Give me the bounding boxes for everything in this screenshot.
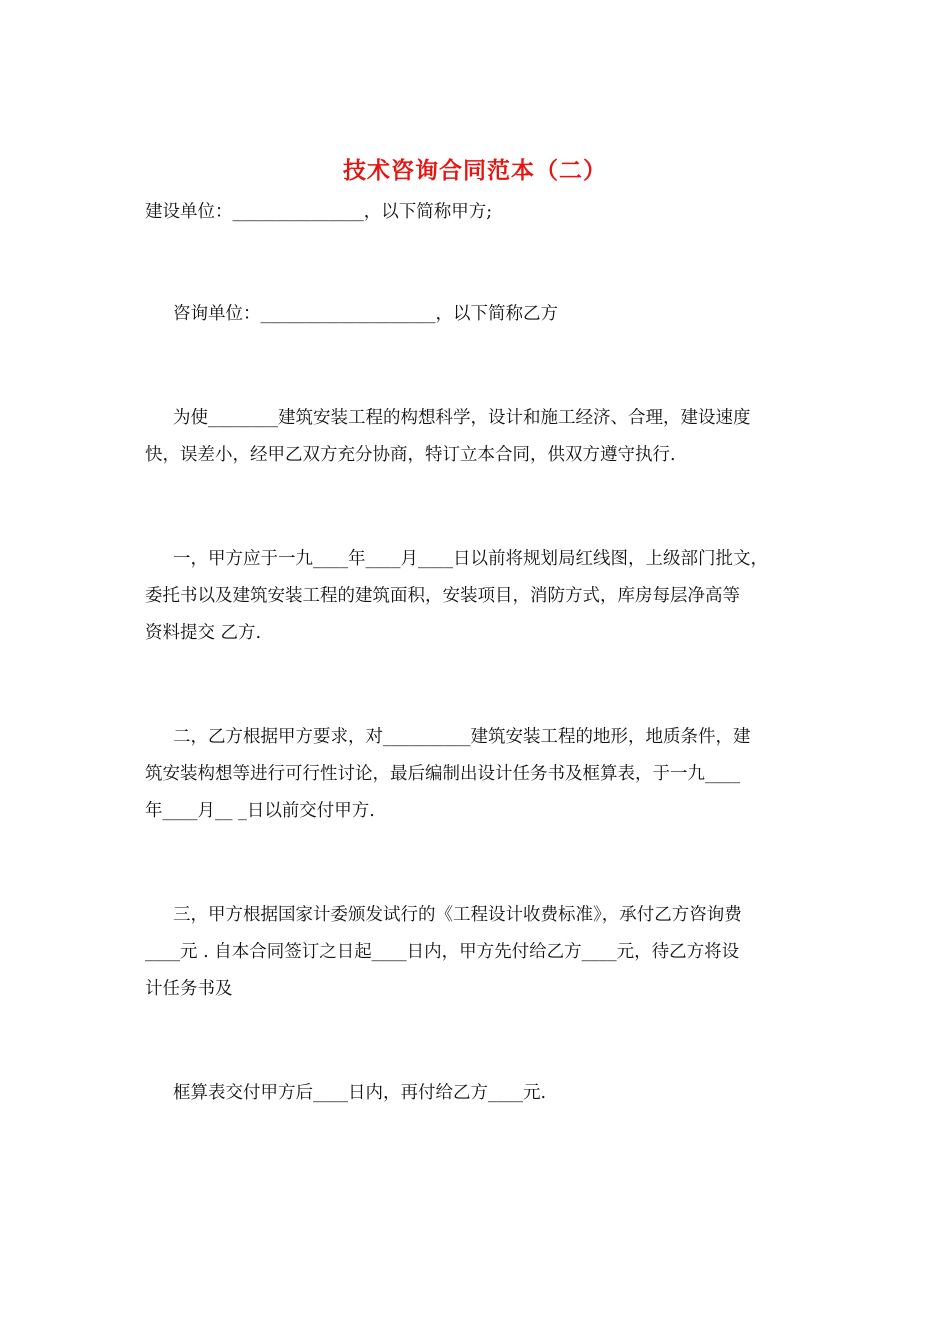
- clause-3-line-1: 三，甲方根据国家计委颁发试行的《工程设计收费标准》，承付乙方咨询费: [173, 905, 742, 925]
- clause-2-line-1: 二，乙方根据甲方要求，对__________建筑安装工程的地形，地质条件，建: [173, 727, 751, 747]
- intro-line-2: 快，误差小，经甲乙双方充分协商，特订立本合同，供双方遵守执行.: [145, 445, 676, 465]
- clause-3-line-3: 计任务书及: [145, 979, 233, 999]
- clause-1-line-3: 资料提交 乙方.: [145, 623, 262, 643]
- party-a-line: 建设单位：_______________，以下简称甲方;: [145, 202, 493, 222]
- document-title: 技术咨询合同范本（二）: [343, 157, 607, 184]
- clause-2-line-3: 年____月__ _日以前交付甲方.: [145, 801, 375, 821]
- clause-3-continuation: 框算表交付甲方后____日内，再付给乙方____元.: [173, 1083, 547, 1103]
- clause-1-line-2: 委托书以及建筑安装工程的建筑面积，安装项目，消防方式，库房每层净高等: [145, 586, 740, 606]
- clause-3-line-2: ____元 . 自本合同签订之日起____日内，甲方先付给乙方____元，待乙方将设: [145, 942, 740, 962]
- party-b-line: 咨询单位：____________________，以下简称乙方: [173, 304, 558, 324]
- intro-line-1: 为使________建筑安装工程的构想科学，设计和施工经济、合理，建设速度: [173, 408, 751, 428]
- clause-1-line-1: 一，甲方应于一九____年____月____日以前将规划局红线图，上级部门批文，: [173, 549, 768, 569]
- clause-2-line-2: 筑安装构想等进行可行性讨论，最后编制出设计任务书及框算表，于一九____: [145, 764, 740, 784]
